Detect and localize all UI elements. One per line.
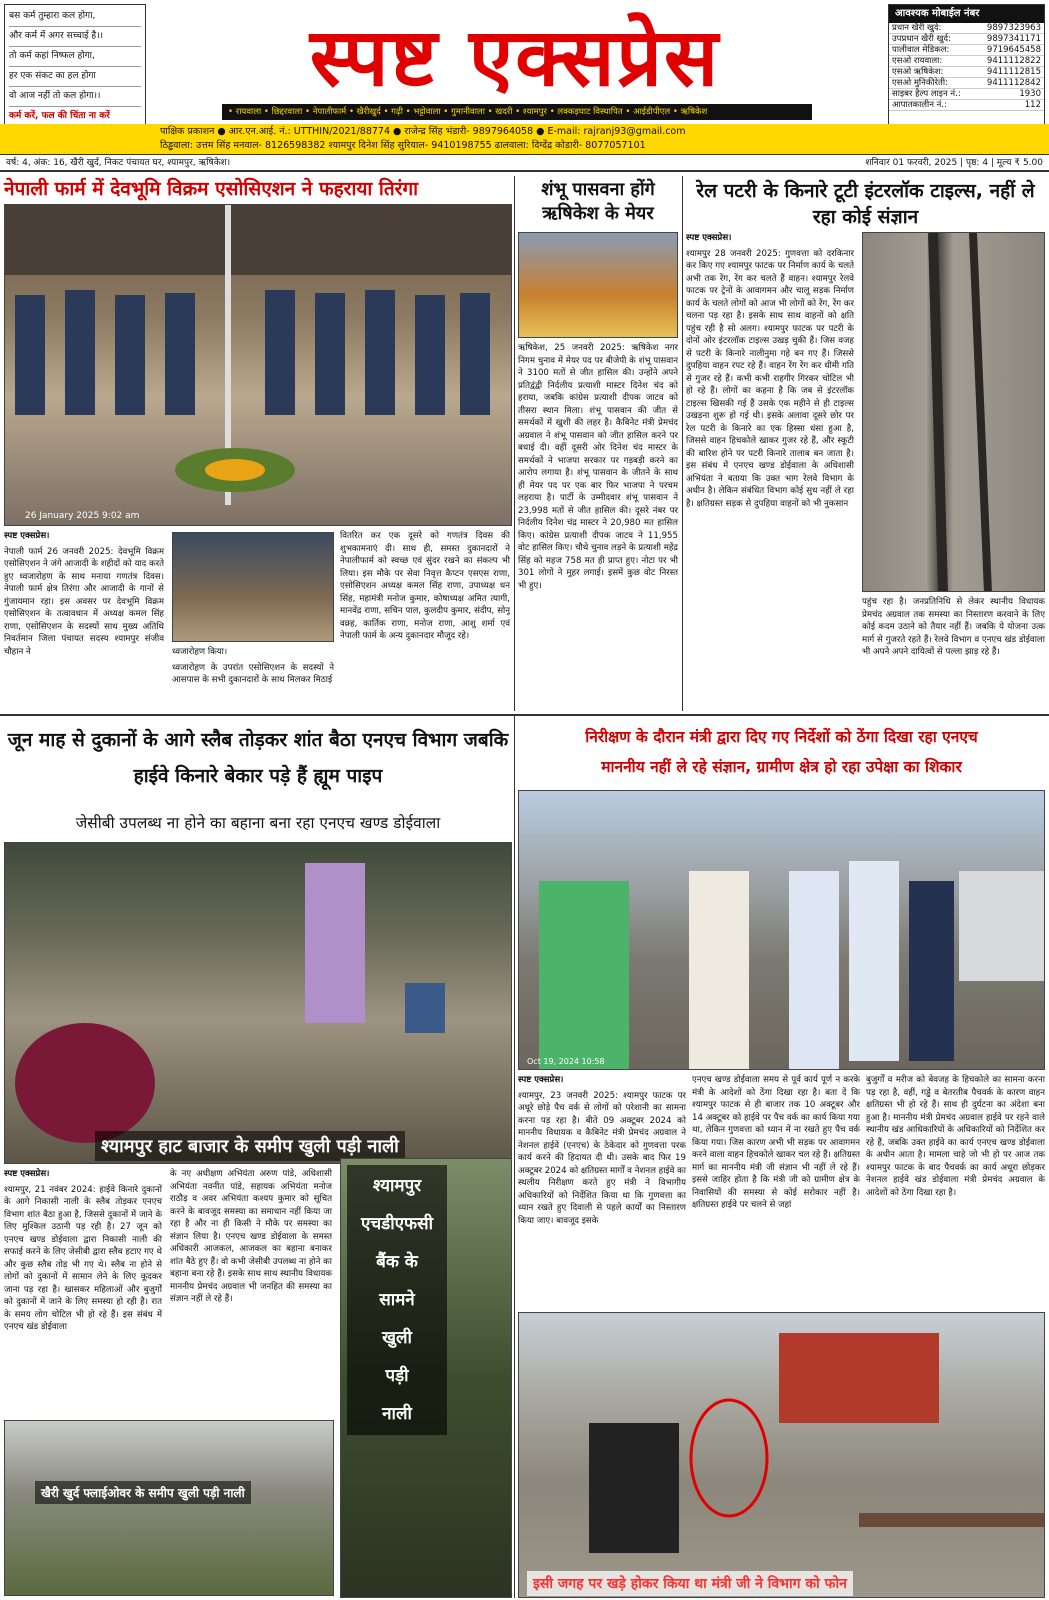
- story1-column-2: [172, 646, 334, 710]
- photo-caption: खैरी खुर्द फ्लाईओवर के समीप खुली पड़ी नाली: [35, 1481, 251, 1504]
- caption-line: नाली: [382, 1404, 412, 1424]
- mobile-label: उपप्रधान खैरी खुर्द:: [892, 34, 951, 44]
- story1-text: ध्वजारोहण के उपरांत एसोसिएशन के सदस्यों ने आसपास के सभी दुकानदारों के साथ मिलकर मिठाई: [172, 662, 334, 685]
- story5-text: बुजुर्गों व मरीज को बेवजह के हिचकोले का सामना करना पड़ रहा है, वहीं, गड्ढे व बेतरतीब पैचवर्क के कारण वाहन क्षतिग्रस्त भी हो रहे हैं। साथ ही दुर्घटना का अंदेशा बना हुआ है। माननीय मंत्री प्रेमचंद अग्रवाल हाईवे पर रहने वाले स्थानीय खंड आधिकारियों के अधिकारियों को निर्देशित कर रहे हैं, जबकि उक्त हाईवे का कार्य एनएच खण्ड डोईवाला के अधीन आता है। मामला चाहे जो भी हो पर आज तक श्यामपुर फाटक के बाद पैचवर्क का कार्य अधूरा छोड़कर नेशनल हाईवे खंड डोईवाला मंत्री प्रेमचंद अग्रवाल के आदेशों को ठेंगा दिखा रहा है।: [866, 1075, 1045, 1198]
- story2-text: ऋषिकेश, 25 जनवरी 2025: ऋषिकेश नगर निगम चुनाव में मेयर पद पर बीजेपी के शंभू पासवान ने 3100 मतों से जीत हासिल की। उन्होंने अपने प्रतिद्वंद्वी निर्दलीय प्रत्याशी मास्टर दिनेश चंद को हराया, जबकि कांग्रेस प्रत्याशी दीपक जाटव को तीसरा स्थान मिला। शंभू पासवान की जीत से समर्थकों में खुशी की लहर है। कैबिनेट मंत्री प्रेमचंद अग्रवाल ने शंभू पासवान को जीत हासिल करने पर बधाई दी। वहीं दूसरी ओर दिनेश चंद मास्टर के समर्थकों ने भाजपा सरकार पर गड़बड़ी करने का आरोप लगाया है। शंभू पासवान के जीतने के साथ ही मेयर पद पर एक बार फिर भाजपा ने परचम लहराया है। पार्टी के उम्मीदवार शंभू पासवान ने 23,998 मतों से जीत हासिल की। दूसरे नंबर पर निर्दलीय दिनेश चंद्र मास्टर ने 20,980 मत हासिल किए। कांग्रेस प्रत्याशी दीपक जाटव ने 11,955 वोट हासिल किए। चौथे चुनाव लड़ने के प्रत्याशी महेंद्र सिंह को महज 758 मत ही प्राप्त हुए। नोटा पर भी 301 लोगों ने मुहर लगाई। इसमें कुछ वोट निरस्त भी हुए।: [518, 343, 678, 591]
- story3-column-2: [862, 596, 1045, 710]
- bank-caption: [347, 1165, 447, 1435]
- story5-column-1: [518, 1074, 686, 1310]
- mobile-number: 9719645458: [986, 45, 1041, 55]
- story1-headline: नेपाली फार्म में देवभूमि विक्रम एसोसिएशन ने फहराया तिरंगा: [4, 178, 419, 200]
- bank-drain-photo: [340, 1158, 512, 1598]
- mobile-row: [889, 56, 1044, 67]
- correspondents-line: ठिड्ढवाला: उत्तम सिंह मनवाल- 8126598382 श्यामपुर दिनेश सिंह सुरियाल- 9410198755 ढालवाला: दिग्देंद्र कोडारी- 8077057101: [160, 140, 646, 151]
- story1-column-3: [340, 530, 510, 710]
- shop-group-photo: [172, 532, 334, 642]
- mobile-label: साइबर हैल्प लाइन नं.:: [892, 89, 961, 99]
- story1-text: नेपाली फार्म 26 जनवरी 2025: देवभूमि विक्रम एसोसिएशन ने जंगे आजादी के शहीदों को याद करते हुए ध्वजारोहण के साथ मनाया गणतंत्र दिवस। नेपाली फार्म क्षेत्र तिरंगा और आजादी के गानों से गुंजायमान रहा। इस अवसर पर देवभूमि विक्रम एसोसिएशन के तत्वावधान में अध्यक्ष कमल सिंह राणा, एसोसिएशन के सदस्यों साथ मुख्य अतिथि निवर्तमान जिला पंचायत सदस्य श्यामपुर संजीव चौहान ने: [4, 546, 164, 657]
- publication-line: पाक्षिक प्रकाशन ● आर.एन.आई. नं.: UTTHIN/2021/88774 ● राजेन्द्र सिंह भंडारी- 9897964058 ● E-mail: rajranj93@gmail.com: [160, 126, 686, 137]
- caption-line: श्यामपुर: [372, 1176, 422, 1196]
- issue-info: वर्ष: 4, अंक: 16, खैरी खुर्द, निकट पंचायत घर, श्यामपुर, ऋषिकेश।: [6, 158, 231, 168]
- quote-line: और कर्म में अगर सच्चाई है।।: [9, 27, 141, 47]
- story4-text: के नए अधीक्षण अभियंता अरुण पांडे, अधिशासी अभियंता नवनीत पांडे, सहायक अभियंता मनोज राठौड़ व अवर अभियंता कश्यप कुमार को सूचित करने के बावजूद समस्या का समाधान नहीं किया जा रहा है और ना ही किसी ने मौके पर समस्या का संज्ञान लिया है। एनएच खण्ड डोईवाला के समस्त अधिकारी आजकल, आजकल का बहाना बनाकर शांत बैठे हुए हैं। वो कभी जेसीबी उपलब्ध ना होने का बहाना बना रहे हैं। इसके साथ साथ स्थानीय विधायक माननीय प्रेमचंद अग्रवाल भी जनहित की समस्या का संज्ञान नहीं ले रहे हैं।: [170, 1169, 332, 1304]
- mobile-numbers-title: आवश्यक मोबाईल नंबर: [889, 5, 1044, 23]
- story4-subhead: जेसीबी उपलब्ध ना होने का बहाना बना रहा एनएच खण्ड डोईवाला: [75, 814, 441, 832]
- story4-column-1: [4, 1168, 162, 1418]
- photo-caption: इसी जगह पर खड़े होकर किया था मंत्री जी ने विभाग को फोन: [527, 1571, 853, 1596]
- caption-line: बैंक के: [376, 1252, 418, 1272]
- story2-text-column: [518, 342, 678, 710]
- highway-patchwork-photo: [518, 1312, 1045, 1598]
- byline: स्पष्ट एक्सप्रेस।: [4, 1169, 50, 1179]
- mobile-number: 9411112815: [986, 67, 1041, 77]
- story1-text: ध्वजारोहण किया।: [172, 647, 228, 657]
- quote-line: तो कर्म कहां निष्फल होगा,: [9, 47, 141, 67]
- story3-text: पहुंच रहा है। जनप्रतिनिधि से लेकर स्थानीय विधायक प्रेमचंद अग्रवाल तक समस्या का निस्तारण करवाने के लिए कोई कदम उठाने को तैयार नहीं हैं। जबकि ये योजना उत्क मार्ग से गुजरते रहते हैं। रेलवे विभाग व एनएच खंड डोईवाला भी अपने अपने दायित्वों से पल्ला झाड़ रहे हैं।: [862, 597, 1045, 657]
- mobile-label: प्रधान खैरी खुर्द:: [892, 23, 942, 33]
- quote-box: [4, 4, 146, 142]
- story2-headline-line: शंभू पासवना होंगे: [541, 179, 655, 200]
- mobile-label: एसओ ऋषिकेश:: [892, 67, 944, 77]
- story5-headline-line: निरीक्षण के दौरान मंत्री द्वारा दिए गए निर्देशों को ठेंगा दिखा रहा एनएच: [585, 728, 978, 746]
- story4-column-2: [170, 1168, 332, 1418]
- minister-inspection-photo: [518, 790, 1045, 1070]
- byline: स्पष्ट एक्सप्रेस।: [686, 233, 732, 243]
- story5-headline: [518, 722, 1045, 782]
- mobile-label: पालीवाल मेडिकल:: [892, 45, 950, 55]
- story5-column-2: [692, 1074, 860, 1310]
- mobile-number: 112: [1024, 100, 1041, 110]
- story3-column-1: [686, 232, 854, 710]
- mobile-row: [889, 45, 1044, 56]
- story5-text: श्यामपुर, 23 जनवरी 2025: श्यामपुर फाटक पर अधूरे छोड़े पैच वर्क से लोगों को परेशानी का सामना करना पड़ रहा है। बीते 09 अक्टूबर 2024 को माननीय विधायक व कैबिनेट मंत्री प्रेमचंद अग्रवाल ने नेशनल हाईवे (एनएच) के ठेकेदार को गुणवत्ता परक कार्य करने की हिदायत दी थी। उसके बाद फिर 19 अक्टूबर 2024 को क्षतिग्रस्त मार्गों व नेशनल हाईवे का स्थलीय निरीक्षण करते हुए मंत्री ने विभागीय अधिकारियों को निर्देशित किया था कि गुणवत्ता का ध्यान रखते हुए दिवाली से पहले कार्यों का निस्तारण किया जाए। बावजूद इसके: [518, 1090, 686, 1226]
- quote-line: वो आज नहीं तो कल होगा।।: [9, 87, 141, 107]
- mobile-row: [889, 34, 1044, 45]
- photo-timestamp: 26 January 2025 9:02 am: [25, 511, 140, 521]
- caption-line: एचडीएफसी: [360, 1214, 434, 1234]
- publication-bar: [0, 124, 1049, 154]
- issue-date: शनिवार 01 फरवरी, 2025 | पृष्ठ: 4 | मूल्य ₹ 5.00: [865, 158, 1043, 168]
- flyover-drain-photo: [4, 1420, 334, 1596]
- caption-line: सामने: [379, 1290, 415, 1310]
- mobile-number: 9897341171: [986, 34, 1041, 44]
- story4-headline: जून माह से दुकानों के आगे स्लैब तोड़कर शांत बैठा एनएच विभाग जबकि हाईवे किनारे बेकार पड़े हैं ह्यूम पाइप: [7, 729, 509, 787]
- mobile-label: आपातकालीन नं.:: [892, 100, 947, 110]
- open-drain-photo: [4, 842, 512, 1164]
- mobile-row: [889, 23, 1044, 34]
- horizontal-divider: [0, 714, 1049, 716]
- column-divider: [514, 176, 515, 711]
- quote-line: बस कर्म तुम्हारा कल होगा,: [9, 7, 141, 27]
- mobile-row: [889, 89, 1044, 100]
- story3-headline: रेल पटरी के किनारे टूटी इंटरलॉक टाइल्स, नहीं ले रहा कोई संज्ञान: [696, 180, 1035, 228]
- column-divider: [514, 716, 515, 1598]
- mobile-row: [889, 78, 1044, 89]
- photo-caption: श्यामपुर हाट बाजार के समीप खुली पड़ी नाली: [95, 1131, 405, 1161]
- column-divider: [682, 176, 683, 711]
- dateline: [0, 154, 1049, 172]
- story2-headline-line: ऋषिकेश के मेयर: [542, 203, 654, 224]
- story3-text: श्यामपुर 28 जनवरी 2025: गुणवत्ता को दरकिनार कर किए गए श्यामपुर फाटक पर निर्माण कार्य के चलते अभी तक रेंग, रेंग कर चलते हैं वाहन। श्यामपुर रेलवे फाटक पर ट्रेनों के आवागमन और चालू सड़क निर्माण कार्य के चलते लोगों को आज भी लोगों को रेंग, रेंग कर चलना पड़ रहा है। इसके साथ साथ वाहनों को क्षति पहुंच रही है सो अलग। श्यामपुर फाटक पर पटरी के दोनों ओर इंटरलॉक टाइल्स उखड़ चुकी हैं। जिस वजह से पटरी के किनारे नालीनुमा गहे बन गए हैं। जिससे दुपहिया वाहन रपट रहे हैं। वाहन रेंग रेंग कर धीमी गति से गुजर रहे हैं। कभी कभी राहगीर गिरकर चोटिल भी हो रहे हैं। लोगों का कहना है कि जब से इंटरलॉक टाइल्स खिसकी गई हैं उसके एक महीने से ही टाइल्स उखड़ना शुरू हो गई थी। इसके अलावा दूसरे छोर पर रेल पटरी के किनारे का एक हिस्सा धंसा हुआ है, जिससे वाहन हिचकोले खाकर गुजर रहे हैं, और स्कूटी की बारिश होने पर पटरी किनारे तालाब बन जाता है। इस संबंध में एनएच खण्ड डोईवाला के अधिशासी अभियंता ने बताया कि उक्त भाग रेलवे विभाग के अधीन है। लेकिन संबंधित विभाग कोई सुध नहीं ले रहा है। क्षतिग्रस्त सड़क से दुपहिया वाहनों को भी नुकसान: [686, 248, 854, 509]
- mobile-row: [889, 67, 1044, 78]
- mobile-number: 1930: [1019, 89, 1041, 99]
- photo-timestamp: Oct 19, 2024 10:58: [527, 1057, 605, 1066]
- story5-column-3: [866, 1074, 1045, 1310]
- story5-headline-line: माननीय नहीं ले रहे संज्ञान, ग्रामीण क्षेत्र हो रहा उपेक्षा का शिकार: [601, 758, 962, 776]
- flag-hoisting-photo: [4, 204, 512, 526]
- story2-headline: [518, 178, 678, 226]
- railway-track-photo: [862, 232, 1045, 592]
- byline: स्पष्ट एक्सप्रेस।: [4, 531, 50, 541]
- caption-line: खुली: [382, 1328, 412, 1348]
- quote-line: हर एक संकट का हल होगा: [9, 67, 141, 87]
- caption-line: पड़ी: [385, 1366, 409, 1386]
- mobile-label: एसओ मुनिकीरेती:: [892, 78, 948, 88]
- mobile-number: 9411112822: [986, 56, 1041, 66]
- story5-text: एनएच खण्ड डोईवाला समय से पूर्व कार्य पूर्ण न करके मंत्री के आदेशों को ठेंगा दिखा रहा है। बता दें कि श्यामपुर फाटक से ही बाजार तक 10 अक्टूबर और 14 अक्टूबर को हाईवे पर पैच वर्क का कार्य किया गया था, लेकिन गुणवत्ता को ध्यान में ना रखते हुए पैच वर्क किया गया। जिस कारण अभी भी सड़क पर आवागमन करने वाला वाहन हिचकोले खाकर चल रहे हैं। क्षतिग्रस्त मार्ग का माननीय मंत्री जी संज्ञान भी नहीं ले रहे हैं। इससे जाहिर होता है कि मंत्री जी को ग्रामीण क्षेत्र के निवासियों की समस्या से कोई सरोकार नहीं है। क्षतिग्रस्त हाईवे पर चलने से जहां: [692, 1075, 860, 1210]
- mobile-number: 9411112842: [986, 78, 1041, 88]
- byline: स्पष्ट एक्सप्रेस।: [518, 1075, 564, 1085]
- story1-text: वितरित कर एक दूसरे को गणतंत्र दिवस की शुभकामनाएं दी। साथ ही, समस्त दुकानदारों ने नेपालीफार्म को स्वच्छ एवं सुंदर रखने का संकल्प भी लिया। इस मौके पर सेवा निवृत्त कैप्टन एसएस राणा, एसोसिएशन अध्यक्ष कमल सिंह राणा, उपाध्यक्ष धन सिंह, महामंत्री मनोज कुमार, कोषाध्यक्ष अमित त्यागी, मानवेंद्र राणा, सचिन पाल, कुलदीप कुमार, संदीप, सोनू वक्र्ह, कार्तिक राणा, मनोज राणा, आशु शर्मा एवं नेपाली फार्म के अन्य दुकानदार मौजूद रहे।: [340, 531, 510, 641]
- mobile-row: [889, 100, 1044, 111]
- story1-column-1: [4, 530, 164, 710]
- mobile-label: एसओ रायवाला:: [892, 56, 943, 66]
- newspaper-masthead: स्पष्ट एक्सप्रेस: [309, 10, 721, 104]
- places-strip: • रायवाला • छिद्दरवाला • नेपालीफार्म • खैरीखुर्द • गढ़ी • भट्टोवाला • गुमानीवाला • खदरी • श्यामपुर • लक्कड़घाट विस्थापित • आईडीपीएल • ऋषिकेश: [222, 104, 812, 120]
- mayor-celebration-photo: [518, 232, 678, 338]
- story4-text: श्यामपुर, 21 नवंबर 2024: हाईवे किनारे दुकानों के आगे निकासी नाली के स्लैब तोड़कर एनएच विभाग शांत बैठा हुआ है, जिससे दुकानों में जाने के लिए मुश्किल उठानी पड़ रही है। 27 जून को एनएच खण्ड डोईवाला द्वारा निकासी नाली की सफाई करने के लिए जेसीबी द्वारा स्लैब हटाए गए थे और कुछ स्लैब तोड़ भी गए थे। स्लैब ना होने से लोगों को दुकानों में सामान लेने के लिए कूदकर जाना पड़ रहा है। खासकर महिलाओं और बुजुर्गों को दुकानों में जाने के लिए समस्या हो रही है। रात के समय लोग चोटिल भी हो रहे हैं। इस संबंध में एनएच खंड डोईवाला: [4, 1184, 162, 1332]
- quote-line: कर्म करें, फल की चिंता ना करें: [9, 111, 110, 121]
- mobile-number: 9897323963: [986, 23, 1041, 33]
